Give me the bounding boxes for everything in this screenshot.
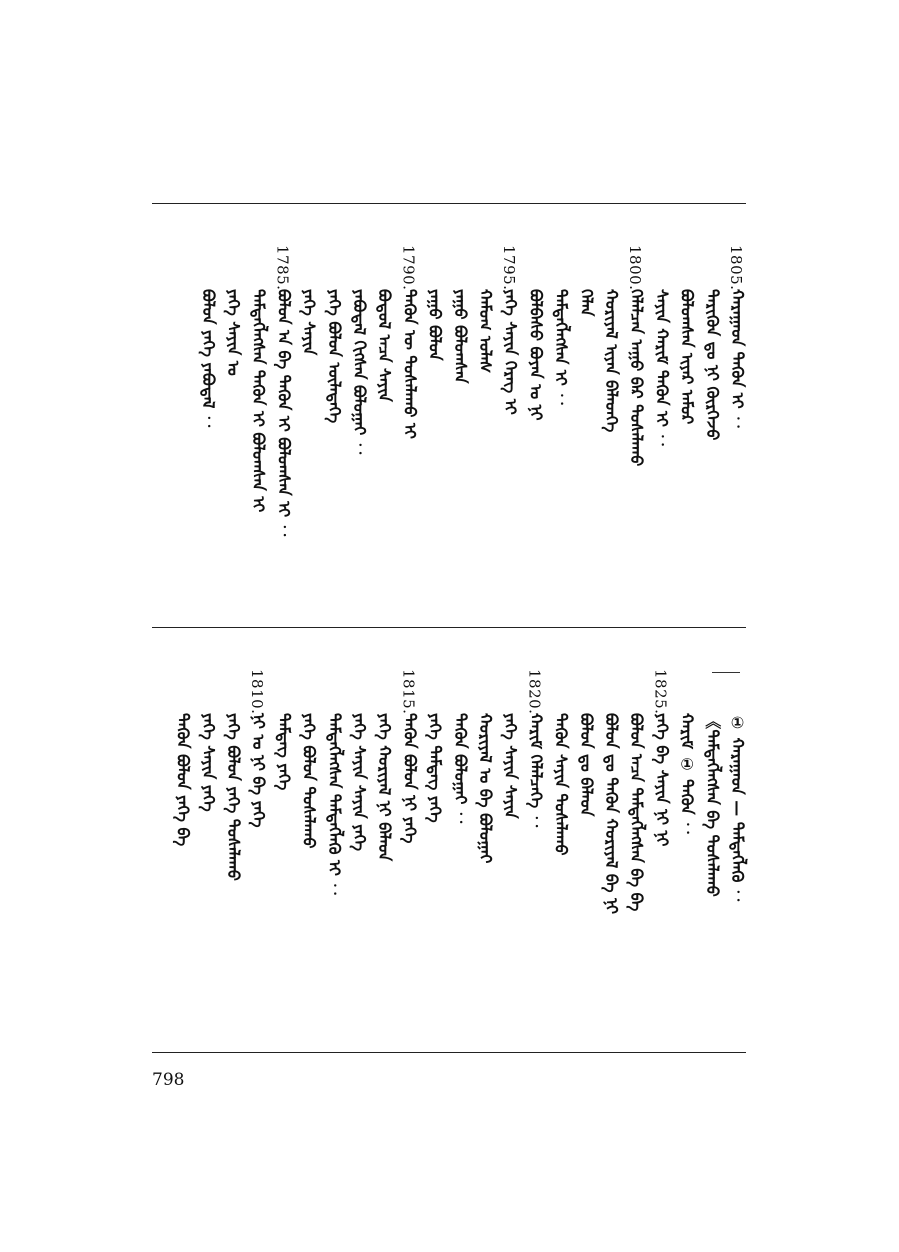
text-column (474, 245, 496, 575)
verse-line: ᠬᠠᠷᠠᠭᠠᠳ ᠲᠡᠭᠦᠨ ᠢ ︰ (728, 289, 747, 431)
upper-text-block (152, 245, 746, 575)
verse-line: ᠪᠣᠯᠤᠨ ᠠᠴᠠ ᠲᠡᠮᠳᠡᠭᠯᠡᠭᠰᠡᠨ ᠪᠠ ᠪᠠ (627, 713, 647, 912)
verse-line: ᠶᠠᠪᠤᠳᠠᠯ ᠬᠢᠭᠰᠡᠨ ᠪᠣᠯᠤᠭᠠᠢ ︰ (350, 289, 369, 457)
text-column (247, 669, 269, 1029)
verse-line: ᠶᠡᠬᠡ ᠰᠠᠶᠢᠨ ᠰᠠᠶᠢᠨ (501, 713, 521, 819)
verse-line: ᠬᠡᠯᠡᠨ (576, 289, 596, 317)
text-column (676, 669, 698, 1029)
verse-line: ᠲᠡᠮᠳᠡᠭᠯᠡᠭᠰᠡᠨ ᠢ ︰ (551, 289, 571, 408)
verse-line: ᠶᠠᠭᠤ ᠪᠣᠯᠤᠭᠰᠠᠨ (450, 289, 470, 384)
text-column (348, 669, 370, 1029)
verse-line: ① ᠬᠠᠷᠠᠭᠠᠳ — ᠲᠡᠮᠳᠡᠭᠯᠡᠬᠦ ︰ (728, 713, 747, 904)
text-column (398, 245, 420, 575)
text-column (449, 245, 471, 575)
verse-line: ᠶᠠᠭᠤ ᠪᠣᠯᠤᠨ (425, 289, 445, 361)
text-column (499, 245, 521, 575)
verse-line: ᠬᠠᠷᠢᠮ ① ᠲᠡᠭᠦᠨ ︰ (677, 713, 697, 837)
verse-line: ᠶᠡᠬᠡ ᠰᠠᠶᠢᠨ ᠤ (224, 289, 243, 376)
text-column (197, 245, 219, 575)
verse-line: ᠲᠡᠭᠦᠨ ᠪᠣᠯᠤᠭᠠᠢ ︰ (450, 713, 470, 826)
text-column (424, 669, 446, 1029)
verse-line: ᠲᠡᠭᠦᠨ ᠦ ᠲᠤᠰᠠᠯᠠᠬᠤ ᠢ (400, 289, 420, 439)
verse-line: ᠶᠡᠬᠡ ᠪᠣᠯᠤᠨ ᠲᠤᠰᠠᠯᠠᠬᠤ (299, 713, 319, 849)
verse-line: ᠪᠣᠯᠤᠨ ᠠ ᠪᠠ ᠲᠡᠭᠦᠨ ᠢ ᠪᠣᠯᠤᠭᠰᠠᠨ ᠢ ︰ (274, 289, 294, 539)
verse-line: ᠲᠡᠮᠳᠡᠭ ᠶᠡᠬᠡ (274, 713, 294, 791)
verse-line: ᠶᠡᠬᠡ ᠰᠠᠶᠢᠨ ᠶᠡᠬᠡ (198, 713, 218, 812)
text-column (676, 245, 698, 575)
text-column (524, 669, 546, 1029)
text-column (625, 669, 647, 1029)
text-column (272, 669, 294, 1029)
line-number: 1820. (525, 669, 544, 715)
text-column (272, 245, 294, 575)
text-column (726, 669, 748, 1029)
text-column (701, 245, 723, 575)
verse-line: ᠪᠣᠯᠪᠠᠰᠤ ᠪᠤᠶᠠᠨ ᠤ ᠨᠢ (526, 289, 546, 421)
verse-line: ᠬᠡᠯᠡᠯᠴᠡᠨ ᠠᠭᠤ ᠪᠠᠷ ᠲᠤᠰᠠᠯᠠᠬᠤ (627, 289, 647, 467)
verse-line: ᠲᠡᠷᠢᠭᠦᠨ ᠳᠤ ᠨᠢ ᠬᠦᠷᠭᠡᠵᠦ (702, 289, 722, 441)
middle-rule (152, 627, 746, 628)
text-column (625, 245, 647, 575)
lower-text-block (152, 669, 746, 1029)
text-column (373, 669, 395, 1029)
verse-line: ᠶᠡᠬᠡ ᠪᠣᠯᠤᠨ ᠶᠡᠬᠡ ᠲᠤᠰᠠᠯᠠᠬᠤ (224, 713, 243, 881)
line-number: 1785. (273, 245, 292, 291)
text-column (298, 245, 320, 575)
text-column (247, 245, 269, 575)
text-column (298, 669, 320, 1029)
verse-line: ᠶᠡᠬᠡ ᠰᠠᠶᠢᠨ ᠬᠡᠷᠡᠭ ᠢ (501, 289, 521, 415)
verse-line: ᠪᠣᠯᠤᠨ ᠶᠡᠬᠡ ᠶᠠᠪᠤᠳᠠᠯ ︰ (198, 289, 218, 430)
text-column (575, 245, 597, 575)
verse-line: ᠨᠢ ᠤ ᠨᠢ ᠪᠠ ᠶᠡᠬᠡ (249, 713, 269, 828)
verse-line: ᠶᠡᠬᠡ ᠰᠠᠶᠢᠨ ᠰᠠᠶᠢᠨ ᠶᠡᠬᠡ (350, 713, 369, 852)
line-number: 1795. (500, 245, 519, 291)
text-column (575, 669, 597, 1029)
text-column (600, 245, 622, 575)
verse-line: ᠲᠡᠮᠳᠡᠭᠯᠡᠭᠰᠡᠨ ᠲᠡᠮᠳᠡᠭᠯᠡᠬᠦ ᠢ ︰ (324, 713, 344, 898)
text-column (348, 245, 370, 575)
text-column (172, 669, 194, 1029)
text-column (197, 669, 219, 1029)
text-column (474, 669, 496, 1029)
text-column (424, 245, 446, 575)
line-number: 1800. (626, 245, 645, 291)
verse-line: ᠬᠠᠮᠤᠭ ᠤᠯᠠᠰ (476, 289, 495, 374)
top-rule (152, 203, 746, 204)
verse-line: ᠶᠡᠬᠡ ᠲᠡᠮᠳᠡᠭ ᠶᠡᠬᠡ (425, 713, 445, 823)
line-number: 1810. (248, 669, 267, 715)
line-number: 1825. (651, 669, 670, 715)
text-column (600, 669, 622, 1029)
verse-line: ᠲᠡᠭᠦᠨ ᠪᠣᠯᠤᠨ ᠨᠢ ᠶᠡᠬᠡ (400, 713, 420, 844)
text-column (726, 245, 748, 575)
text-column (373, 245, 395, 575)
verse-line: ᠬᠣᠷᠢᠶᠠᠯ ᠢᠶᠠᠨ ᠪᠡᠯᠡᠳᠬᠡ (602, 289, 621, 433)
text-column (650, 669, 672, 1029)
text-column (701, 669, 723, 1029)
line-number: 1790. (399, 245, 418, 291)
verse-line: ᠬᠣᠷᠢᠶᠠᠯ ᠤ ᠪᠠ ᠪᠣᠯᠤᠭᠠᠢ (476, 713, 495, 864)
verse-line: ᠲᠡᠭᠦᠨ ᠰᠠᠶᠢᠨ ᠲᠤᠰᠠᠯᠠᠬᠤ (551, 713, 571, 856)
verse-line: 《ᠲᠡᠮᠳᠡᠭᠯᠡᠭᠰᠡᠨ ᠪᠠ ᠲᠤᠰᠠᠯᠠᠬᠤ (702, 713, 722, 897)
bottom-rule (152, 1052, 746, 1053)
verse-line: ᠶᠡᠬᠡ ᠰᠠᠶᠢᠨ (299, 289, 319, 356)
line-number: 1805. (727, 245, 745, 291)
verse-line: ᠰᠠᠶᠢᠨ ᠬᠠᠷᠢᠮ ᠲᠡᠭᠦᠨ ᠢ ︰ (652, 289, 672, 449)
text-column (550, 669, 572, 1029)
text-column (524, 245, 546, 575)
verse-line: ᠪᠣᠯᠤᠨ ᠳᠤ ᠲᠡᠭᠦᠨ ᠬᠣᠷᠢᠶᠠᠯ ᠪᠠ ᠨᠢ (602, 713, 621, 915)
verse-line: ᠶᠡᠬᠡ ᠪᠠ ᠰᠠᠶᠢᠨ ᠨᠢ ᠨᠢ (652, 713, 672, 847)
text-column (323, 669, 345, 1029)
verse-line: ᠬᠠᠷᠢᠮ ᠬᠡᠯᠡᠯᠴᠡᠭᠡ ︰ (526, 713, 546, 830)
text-column (550, 245, 572, 575)
text-column (222, 245, 244, 575)
verse-line: ᠶᠡᠬᠡ ᠬᠣᠷᠢᠶᠠᠯ ᠨᠢ ᠪᠡᠯᠡᠳ (375, 713, 395, 862)
text-column (323, 245, 345, 575)
verse-line: ᠶᠡᠬᠡ ᠪᠣᠯᠤᠨ ᠦᠯᠡᠳᠡᠭᠡ (324, 289, 344, 424)
line-number: 1815. (399, 669, 418, 715)
verse-line: ᠪᠣᠯᠤᠨ ᠳᠤ ᠪᠡᠯᠡᠳ (576, 713, 596, 817)
text-column (398, 669, 420, 1029)
text-column (222, 669, 244, 1029)
text-column (650, 245, 672, 575)
text-column (499, 669, 521, 1029)
text-column (449, 669, 471, 1029)
verse-line: ᠪᠣᠯᠤᠭᠰᠠᠨ ᠢᠶᠠᠷ ᠠᠮᠤᠷ (677, 289, 697, 425)
page-number: 798 (152, 1070, 185, 1090)
verse-line: ᠲᠡᠭᠦᠨ ᠪᠣᠯᠤᠨ ᠶᠡᠬᠡ ᠪᠠ (173, 713, 193, 847)
verse-line: ᠲᠡᠮᠳᠡᠭᠯᠡᠭᠰᠡᠨ ᠲᠡᠭᠦᠨ ᠢ ᠪᠣᠯᠤᠭᠰᠠᠨ ᠢ (249, 289, 269, 513)
verse-line: ᠪᠣᠳᠤᠯ ᠠᠴᠠ ᠰᠠᠶᠢᠨ (375, 289, 395, 402)
